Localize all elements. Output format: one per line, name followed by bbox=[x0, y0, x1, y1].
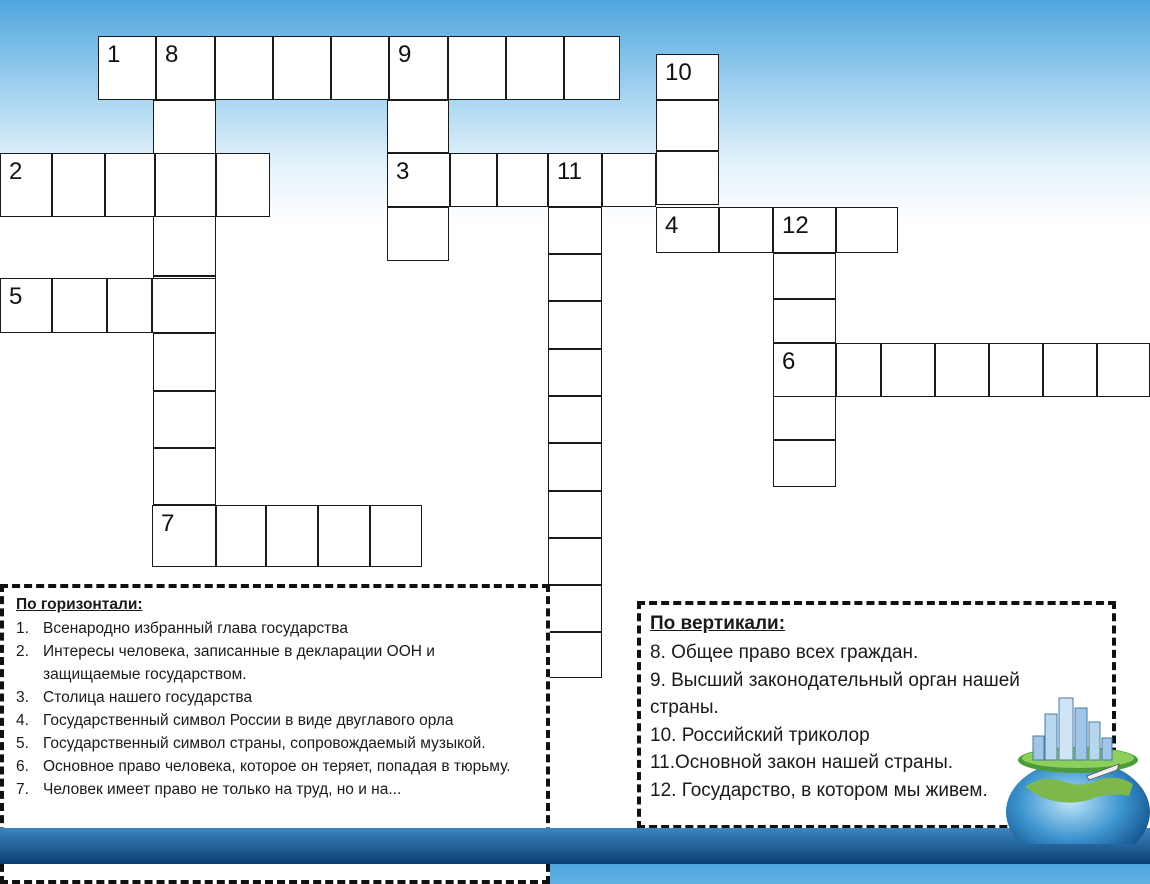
crossword-cell[interactable] bbox=[216, 505, 266, 567]
clue-across-1: 1. Всенародно избранный глава государства bbox=[16, 620, 348, 637]
crossword-cell[interactable] bbox=[107, 278, 152, 333]
crossword-cell[interactable] bbox=[105, 153, 155, 217]
clue-down-10: 10. Российский триколор bbox=[650, 724, 870, 746]
crossword-cell[interactable] bbox=[155, 153, 216, 217]
clues-across-list bbox=[16, 617, 536, 801]
clues-across-title: По горизонтали: bbox=[16, 596, 143, 613]
clue-number-7: 7 bbox=[161, 510, 175, 537]
crossword-cell[interactable] bbox=[506, 36, 564, 100]
crossword-cell[interactable] bbox=[656, 151, 719, 205]
crossword-cell[interactable] bbox=[656, 54, 719, 100]
crossword-cell[interactable] bbox=[152, 505, 216, 567]
crossword-cell[interactable] bbox=[215, 36, 273, 100]
crossword-cell[interactable] bbox=[564, 36, 620, 100]
crossword-cell[interactable] bbox=[1097, 343, 1150, 397]
clue-down-9-cont: страны. bbox=[650, 697, 719, 718]
crossword-cell[interactable] bbox=[935, 343, 989, 397]
clue-number-8: 8 bbox=[165, 41, 179, 68]
crossword-cell[interactable] bbox=[548, 396, 602, 443]
clue-down-9: 9. Высший законодательный орган нашей bbox=[650, 669, 1020, 691]
clue-number-12: 12 bbox=[782, 212, 809, 239]
crossword-cell[interactable] bbox=[0, 153, 52, 217]
crossword-cell[interactable] bbox=[450, 153, 497, 207]
crossword-cell[interactable] bbox=[656, 207, 719, 253]
crossword-cell[interactable] bbox=[989, 343, 1043, 397]
clue-number-3: 3 bbox=[396, 158, 410, 185]
crossword-cell[interactable] bbox=[153, 100, 216, 155]
crossword-cell[interactable] bbox=[216, 153, 270, 217]
crossword-cell[interactable] bbox=[773, 395, 836, 440]
crossword-cell[interactable] bbox=[548, 632, 602, 678]
clue-across-7: 7. Человек имеет право не только на труд, но и на... bbox=[16, 781, 402, 798]
crossword-cell[interactable] bbox=[152, 278, 216, 333]
clue-number-2: 2 bbox=[9, 158, 23, 185]
crossword-cell[interactable] bbox=[389, 36, 448, 100]
crossword-cell[interactable] bbox=[153, 333, 216, 391]
clue-number-4: 4 bbox=[665, 212, 679, 239]
crossword-cell[interactable] bbox=[836, 207, 898, 253]
clue-number-5: 5 bbox=[9, 283, 23, 310]
crossword-cell[interactable] bbox=[602, 153, 656, 207]
sea-strip bbox=[0, 828, 1150, 864]
crossword-cell[interactable] bbox=[52, 153, 105, 217]
clue-number-6: 6 bbox=[782, 348, 796, 375]
crossword-cell[interactable] bbox=[548, 153, 602, 207]
crossword-cell[interactable] bbox=[98, 36, 156, 100]
crossword-cell[interactable] bbox=[548, 207, 602, 254]
clues-down-title: По вертикали: bbox=[650, 613, 786, 634]
crossword-cell[interactable] bbox=[656, 100, 719, 151]
crossword-cell[interactable] bbox=[370, 505, 422, 567]
crossword-cell[interactable] bbox=[548, 349, 602, 396]
crossword-cell[interactable] bbox=[448, 36, 506, 100]
clue-number-11: 11 bbox=[557, 158, 582, 185]
globe-city-icon bbox=[1003, 692, 1150, 844]
crossword-cell[interactable] bbox=[153, 216, 216, 276]
crossword-cell[interactable] bbox=[548, 491, 602, 538]
crossword-cell[interactable] bbox=[273, 36, 331, 100]
crossword-cell[interactable] bbox=[318, 505, 370, 567]
clue-down-8: 8. Общее право всех граждан. bbox=[650, 642, 919, 663]
crossword-cell[interactable] bbox=[548, 254, 602, 301]
clue-down-12: 12. Государство, в котором мы живем. bbox=[650, 779, 988, 801]
clue-number-9: 9 bbox=[398, 41, 412, 68]
crossword-cell[interactable] bbox=[548, 585, 602, 632]
crossword-cell[interactable] bbox=[773, 440, 836, 487]
clue-across-6: 6. Основное право человека, которое он теряет, попадая в тюрьму. bbox=[16, 758, 511, 775]
clue-across-3: 3. Столица нашего государства bbox=[16, 689, 253, 706]
clue-number-10: 10 bbox=[665, 59, 692, 86]
clue-across-2: 2. Интересы человека, записанные в декларации ООН и защищаемые государством. bbox=[16, 643, 435, 683]
clue-across-5: 5. Государственный символ страны, сопровождаемый музыкой. bbox=[16, 735, 486, 752]
crossword-cell[interactable] bbox=[266, 505, 318, 567]
crossword-cell[interactable] bbox=[331, 36, 389, 100]
crossword-cell[interactable] bbox=[387, 207, 449, 261]
crossword-cell[interactable] bbox=[773, 299, 836, 343]
clue-number-1: 1 bbox=[107, 41, 121, 68]
crossword-cell[interactable] bbox=[836, 343, 881, 397]
crossword-cell[interactable] bbox=[387, 100, 449, 153]
crossword-cell[interactable] bbox=[1043, 343, 1097, 397]
crossword-cell[interactable] bbox=[548, 301, 602, 349]
crossword-cell[interactable] bbox=[156, 36, 215, 100]
crossword-cell[interactable] bbox=[773, 253, 836, 299]
clue-down-11: 11.Основной закон нашей страны. bbox=[650, 752, 954, 773]
crossword-cell[interactable] bbox=[0, 278, 52, 333]
crossword-cell[interactable] bbox=[719, 207, 773, 253]
crossword-cell[interactable] bbox=[773, 207, 836, 253]
crossword-cell[interactable] bbox=[773, 343, 836, 397]
crossword-cell[interactable] bbox=[387, 153, 450, 207]
crossword-cell[interactable] bbox=[548, 538, 602, 585]
clue-across-4: 4. Государственный символ России в виде двуглавого орла bbox=[16, 712, 454, 729]
crossword-cell[interactable] bbox=[153, 391, 216, 448]
crossword-cell[interactable] bbox=[52, 278, 107, 333]
crossword-cell[interactable] bbox=[548, 443, 602, 491]
crossword-cell[interactable] bbox=[881, 343, 935, 397]
crossword-cell[interactable] bbox=[153, 448, 216, 505]
crossword-cell[interactable] bbox=[497, 153, 548, 207]
